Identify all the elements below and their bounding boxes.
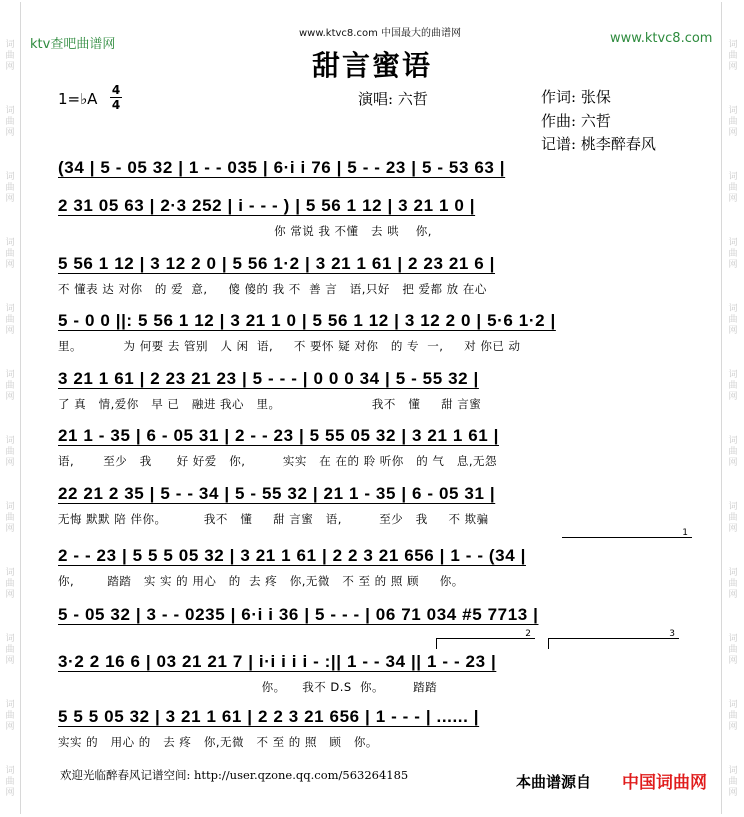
lyric-line: 无悔 默默 陪 伴你。 我不 懂 甜 言蜜 语, 至少 我 不 欺骗 [58, 512, 489, 526]
notation-line: 5 - 05 32 | 3 - - 0235 | 6·i i 36 | 5 - - - | 06 71 034 #5 7713 | [58, 605, 539, 624]
transcriber-credit: 记谱: 桃李醉春风 [541, 135, 656, 153]
notation-line: 5 5 5 05 32 | 3 21 1 61 | 2 2 3 21 656 | 1 - - - | ...... | [58, 707, 480, 726]
watermark-text: 词曲网 [728, 370, 738, 402]
watermark-text: 词曲网 [5, 436, 15, 468]
time-signature [110, 84, 122, 111]
lyric-line: 你, 踏踏 实 实 的 用心 的 去 疼 你,无微 不 至 的 照 顾 你。 [58, 574, 464, 588]
watermark-text: 词曲网 [728, 304, 738, 336]
notation-line: 22 21 2 35 | 5 - - 34 | 5 - 55 32 | 21 1 - 35 | 6 - 05 31 | [58, 484, 496, 503]
lyric-line: 你 常说 我 不懂 去 哄 你, [58, 224, 432, 238]
lyric-line: 你。 我不 D.S 你。 踏踏 [58, 680, 438, 694]
watermark-text: 词曲网 [728, 172, 738, 204]
watermark-text: 词曲网 [728, 634, 738, 666]
key-signature: 1=♭A [58, 90, 98, 108]
watermark-text: 词曲网 [5, 568, 15, 600]
lyricist-credit: 作词: 张保 [541, 88, 611, 106]
watermark-text: 词曲网 [728, 238, 738, 270]
watermark-text: 词曲网 [5, 634, 15, 666]
watermark-text: 词曲网 [5, 502, 15, 534]
singer-credit: 演唱: 六哲 [358, 90, 428, 108]
notation-line: 3·2 2 16 6 | 03 21 21 7 | i·i i i i - :|| 1 - - 34 || 1 - - 23 | [58, 652, 497, 671]
notation-line: 3 21 1 61 | 2 23 21 23 | 5 - - - | 0 0 0 34 | 5 - 55 32 | [58, 369, 479, 388]
notation-line: 2 - - 23 | 5 5 5 05 32 | 3 21 1 61 | 2 2 3 21 656 | 1 - - (34 | [58, 546, 526, 565]
notation-line: 5 - 0 0 ||: 5 56 1 12 | 3 21 1 0 | 5 56 1 12 | 3 12 2 0 | 5·6 1·2 | [58, 311, 556, 330]
notation-line: 2 31 05 63 | 2·3 252 | i - - - ) | 5 56 1 12 | 3 21 1 0 | [58, 196, 476, 215]
watermark-text: 词曲网 [728, 40, 738, 72]
lyric-line: 了 真 情,爱你 早 已 融进 我心 里。 我不 懂 甜 言蜜 [58, 397, 482, 411]
volta-bracket-2: 2 [436, 638, 535, 649]
lyric-line: 里。 为 何要 去 管别 人 闲 语, 不 要怀 疑 对你 的 专 一, 对 你已 动 [58, 339, 521, 353]
brand-label[interactable]: 中国词曲网 [622, 773, 707, 793]
lyric-line: 实实 的 用心 的 去 疼 你,无微 不 至 的 照 顾 你。 [58, 735, 378, 749]
blog-link[interactable]: 欢迎光临醉春风记谱空间: http://user.qzone.qq.com/563264185 [60, 768, 409, 782]
volta-bracket-3: 3 [548, 638, 679, 649]
volta-bracket-1: 1 [562, 537, 692, 548]
watermark-text: 词曲网 [5, 304, 15, 336]
watermark-text: 词曲网 [728, 436, 738, 468]
watermark-text: 词曲网 [5, 172, 15, 204]
source-label: 本曲谱源自 [516, 773, 592, 791]
lyric-line: 语, 至少 我 好 好爱 你, 实实 在 在的 聆 听你 的 气 息,无怨 [58, 454, 497, 468]
notation-line: 5 56 1 12 | 3 12 2 0 | 5 56 1·2 | 3 21 1 61 | 2 23 21 6 | [58, 254, 496, 273]
meter-bottom: 4 [111, 98, 121, 112]
watermark-text: 词曲网 [5, 370, 15, 402]
watermark-text: 词曲网 [5, 766, 15, 798]
meter-top: 4 [111, 83, 121, 97]
watermark-text: 词曲网 [5, 238, 15, 270]
notation-line: (34 | 5 - 05 32 | 1 - - 035 | 6·i i 76 | 5 - - 23 | 5 - 53 63 | [58, 158, 506, 177]
watermark-text: 词曲网 [728, 700, 738, 732]
song-title: 甜言蜜语 [311, 49, 432, 82]
composer-credit: 作曲: 六哲 [541, 112, 611, 130]
watermark-text: 词曲网 [5, 106, 15, 138]
watermark-text: 词曲网 [5, 700, 15, 732]
watermark-text: 词曲网 [5, 40, 15, 72]
watermark-text: 词曲网 [728, 502, 738, 534]
site-label-right[interactable]: www.ktvc8.com [610, 31, 713, 46]
lyric-line: 不 懂表 达 对你 的 爱 意, 傻 傻的 我 不 善 言 语,只好 把 爱都 放 在心 [58, 282, 487, 296]
watermark-text: 词曲网 [728, 106, 738, 138]
watermark-text: 词曲网 [728, 766, 738, 798]
watermark-text: 词曲网 [728, 568, 738, 600]
site-label-top[interactable]: www.ktvc8.com 中国最大的曲谱网 [298, 28, 461, 39]
site-label-left[interactable]: ktv查吧曲谱网 [30, 37, 116, 52]
notation-line: 21 1 - 35 | 6 - 05 31 | 2 - - 23 | 5 55 05 32 | 3 21 1 61 | [58, 426, 500, 445]
